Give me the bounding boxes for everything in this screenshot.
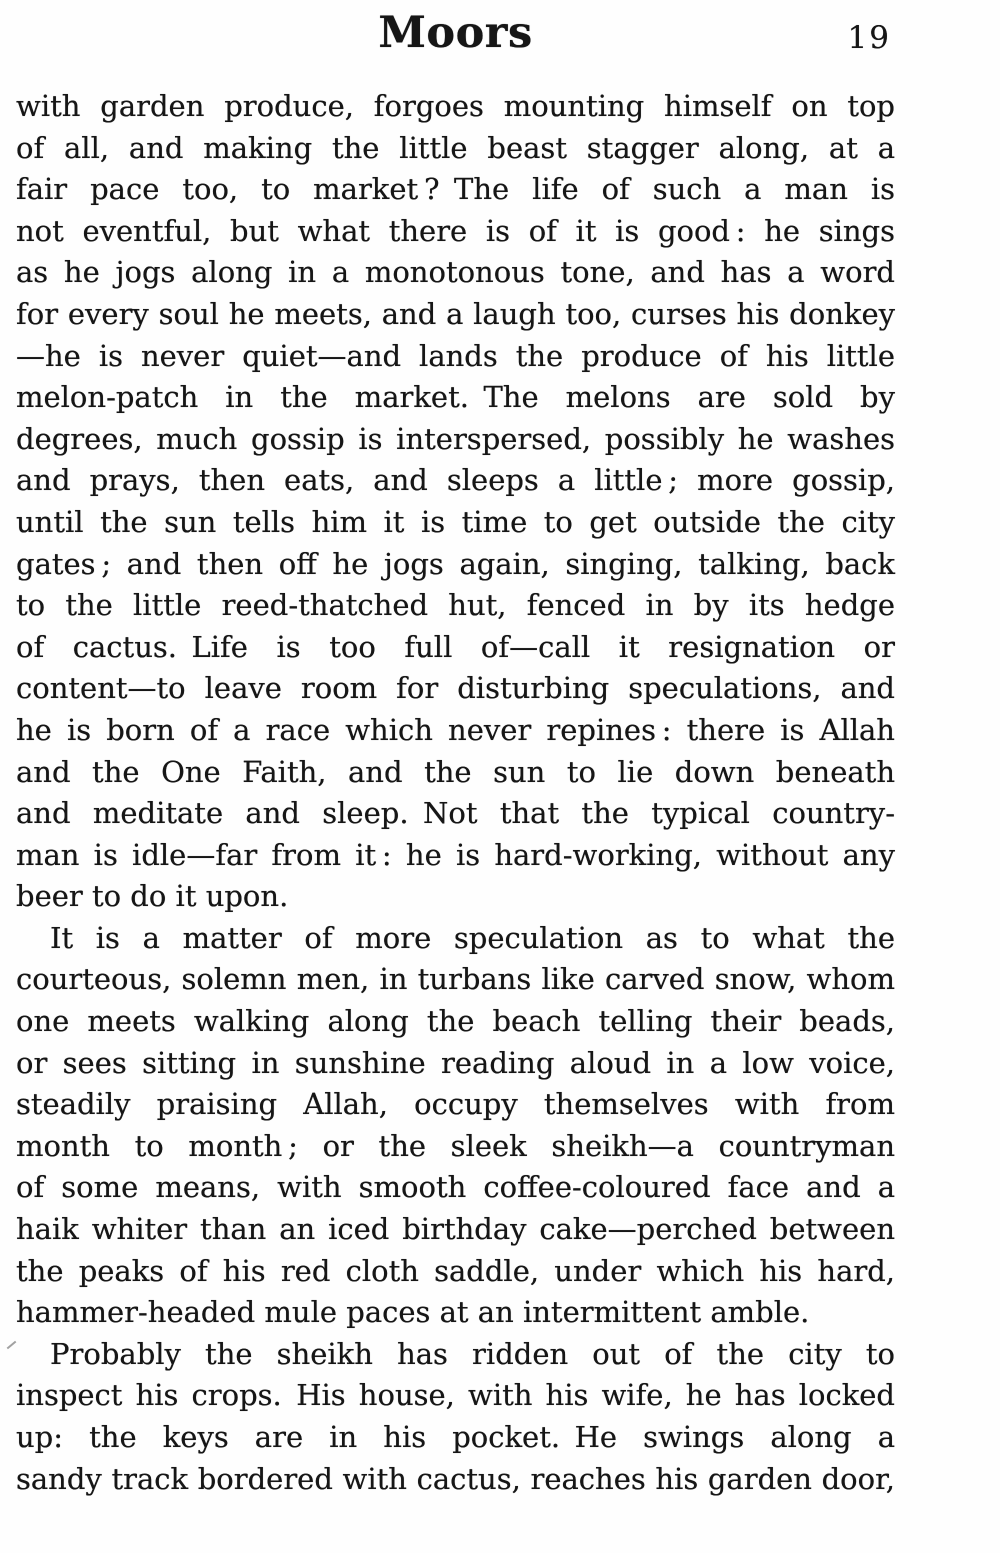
text-line: as he jogs along in a monotonous tone, and has a word — [16, 255, 895, 290]
text-line: hammer-headed mule paces at an intermittent amble. — [16, 1295, 810, 1330]
page-body — [16, 86, 895, 1500]
text-line: to the little reed-thatched hut, fenced in by its hedge — [16, 588, 895, 623]
text-line: until the sun tells him it is time to get outside the city — [16, 504, 895, 539]
text-line: of all, and making the little beast stagger along, at a — [16, 130, 895, 165]
text-line: of cactus. Life is too full of—call it resignation or — [16, 629, 895, 664]
text-line: degrees, much gossip is interspersed, possibly he washes — [16, 421, 895, 456]
text-line: one meets walking along the beach telling their beads, — [16, 1004, 895, 1039]
text-line: beer to do it upon. — [16, 879, 289, 914]
paragraph — [16, 1334, 895, 1500]
paragraph — [16, 86, 895, 918]
text-line: melon-patch in the market. The melons are sold by — [16, 380, 895, 415]
text-line: up: the keys are in his pocket. He swings along a — [16, 1420, 895, 1454]
page-number: 19 — [847, 20, 891, 56]
text-line: the peaks of his red cloth saddle, under which his hard, — [16, 1253, 895, 1288]
text-line: month to month ; or the sleek sheikh—a countryman — [16, 1128, 895, 1163]
text-line: or sees sitting in sunshine reading aloud in a low voice, — [16, 1045, 895, 1080]
scan-artifact-mark — [7, 1341, 17, 1350]
text-line: gates ; and then off he jogs again, singing, talking, back — [16, 546, 895, 581]
page-header — [16, 8, 895, 72]
text-line: courteous, solemn men, in turbans like carved snow, whom — [16, 962, 895, 997]
text-line: fair pace too, to market ? The life of such a man is — [16, 172, 895, 207]
text-line: and the One Faith, and the sun to lie down beneath — [16, 754, 895, 789]
text-line: not eventful, but what there is of it is good : he sings — [16, 213, 895, 248]
text-line: haik whiter than an iced birthday cake—perched between — [16, 1212, 895, 1247]
text-line: and meditate and sleep. Not that the typical country- — [16, 796, 895, 831]
text-line: with garden produce, forgoes mounting himself on top — [16, 89, 895, 123]
text-line: —he is never quiet—and lands the produce of his little — [16, 338, 895, 373]
text-line: man is idle—far from it : he is hard-working, without any — [16, 837, 895, 872]
text-line: sandy track bordered with cactus, reaches his garden door, — [16, 1461, 895, 1496]
text-line: of some means, with smooth coffee-coloured face and a — [16, 1170, 895, 1205]
running-title: Moors — [378, 8, 533, 58]
paragraph — [16, 918, 895, 1334]
text-line: and prays, then eats, and sleeps a little ; more gossip, — [16, 463, 895, 498]
text-line: he is born of a race which never repines : there is Allah — [16, 712, 895, 747]
text-line: It is a matter of more speculation as to what the — [50, 920, 895, 955]
text-line: steadily praising Allah, occupy themselves with from — [16, 1087, 895, 1122]
text-line: Probably the sheikh has ridden out of the city to — [50, 1336, 895, 1371]
text-line: content—to leave room for disturbing speculations, and — [16, 671, 895, 706]
text-line: inspect his crops. His house, with his wife, he has locked — [16, 1378, 895, 1413]
text-line: for every soul he meets, and a laugh too, curses his donkey — [16, 296, 895, 331]
